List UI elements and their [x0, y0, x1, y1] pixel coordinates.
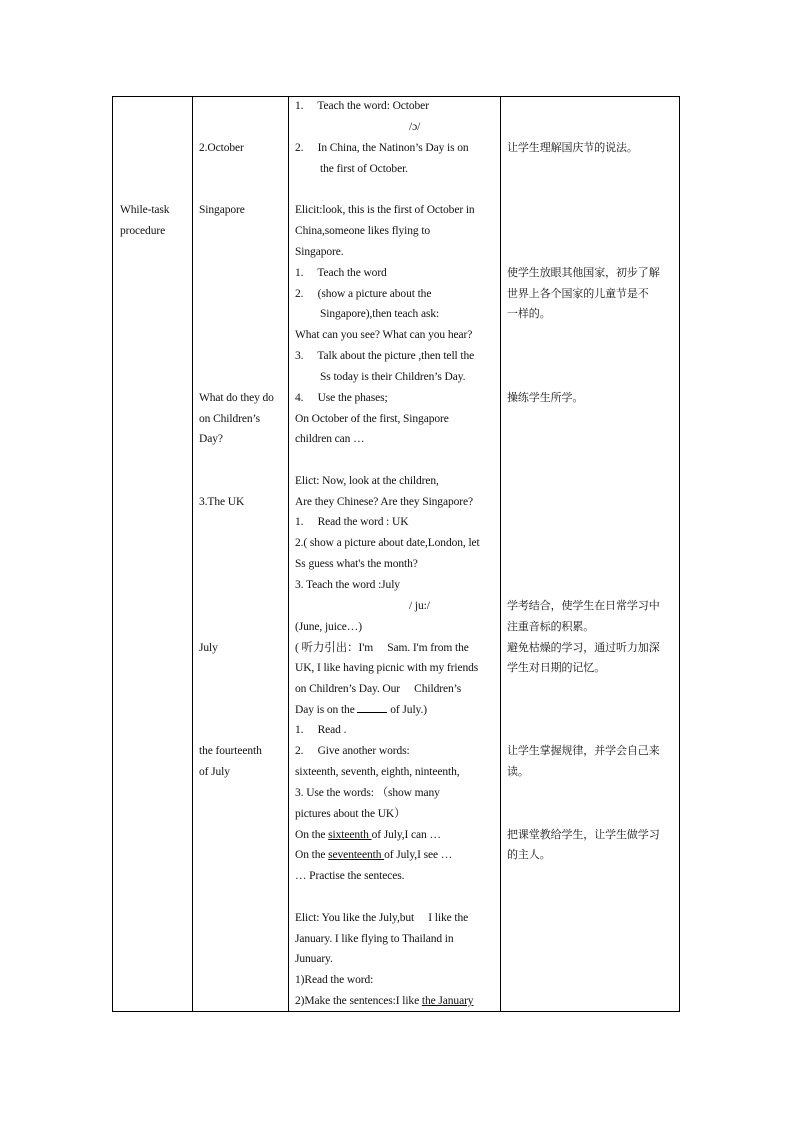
procedure-line: Are they Chinese? Are they Singapore? — [295, 496, 474, 508]
procedure-line: UK, I like having picnic with my friends — [295, 662, 479, 674]
underlined-word: sixteenth — [328, 829, 372, 841]
stage-label: While-task — [120, 204, 170, 216]
note: 使学生放眼其他国家，初步了解 — [507, 266, 660, 279]
note: 的主人。 — [507, 848, 551, 861]
column-divider — [192, 97, 193, 1011]
note: 避免枯燥的学习，通过听力加深 — [507, 641, 660, 654]
procedure-line: On October of the first, Singapore — [295, 413, 449, 425]
procedure-line: Elict: Now, look at the children, — [295, 475, 439, 487]
note: 让学生掌握规律，并学会自己来 — [507, 744, 660, 757]
procedure-line: 1. Teach the word — [295, 267, 387, 279]
procedure-line: pictures about the UK） — [295, 808, 406, 820]
procedure-line: What can you see? What can you hear? — [295, 329, 473, 341]
procedure-line — [295, 825, 441, 846]
note: 读。 — [507, 765, 529, 778]
topic-what-do: What do they do — [199, 392, 274, 404]
underlined-word: seventeenth — [328, 849, 385, 861]
procedure-line: /ɔ/ — [409, 121, 421, 133]
procedure-text: Day is on the — [295, 704, 358, 716]
topic-fourteenth: the fourteenth — [199, 745, 262, 757]
procedure-line: ( 听力引出：I'm Sam. I'm from the — [295, 642, 469, 654]
procedure-line: 3. Teach the word :July — [295, 579, 400, 591]
procedure-text: 2)Make the sentences:I like — [295, 995, 422, 1007]
note: 操练学生所学。 — [507, 391, 584, 404]
note: 一样的。 — [507, 307, 551, 320]
topic-uk: 3.The UK — [199, 496, 245, 508]
note: 学生对日期的记忆。 — [507, 661, 606, 674]
procedure-line: 1. Teach the word: October — [295, 100, 429, 112]
procedure-line: … Practise the senteces. — [295, 870, 405, 882]
note: 把课堂教给学生，让学生做学习 — [507, 828, 660, 841]
procedure-text: On the — [295, 849, 329, 861]
note: 世界上各个国家的儿童节是不 — [507, 287, 649, 300]
procedure-line: 1)Read the word: — [295, 974, 374, 986]
procedure-line: 2.( show a picture about date,London, let — [295, 537, 480, 549]
topic-what-do: Day? — [199, 433, 223, 445]
column-divider — [288, 97, 289, 1011]
procedure-line: children can … — [295, 433, 365, 445]
procedure-line — [295, 700, 427, 721]
topic-july: July — [199, 642, 218, 654]
stage-label: procedure — [120, 225, 166, 237]
topic-october: 2.October — [199, 142, 244, 154]
procedure-line: Elict: You like the July,but I like the — [295, 912, 469, 924]
procedure-line: Singapore. — [295, 246, 344, 258]
topic-singapore: Singapore — [199, 204, 245, 216]
procedure-line — [295, 991, 473, 1012]
procedure-line: Elicit:look, this is the first of October in — [295, 204, 475, 216]
note: 学考结合，使学生在日常学习中 — [507, 599, 660, 612]
procedure-line: Singapore),then teach ask: — [320, 308, 440, 320]
note: 让学生理解国庆节的说法。 — [507, 141, 638, 154]
procedure-text: of July,I can … — [371, 829, 441, 841]
note: 注重音标的积累。 — [507, 620, 595, 633]
procedure-line: 2. In China, the Natinon’s Day is on — [295, 142, 469, 154]
procedure-line: 1. Read the word : UK — [295, 516, 409, 528]
procedure-line: on Children’s Day. Our Children’s — [295, 683, 462, 695]
underlined-word: the January — [421, 995, 474, 1007]
procedure-line: the first of October. — [320, 163, 408, 175]
procedure-line: 4. Use the phases; — [295, 392, 388, 404]
procedure-line: sixteenth, seventh, eighth, ninteenth, — [295, 766, 460, 778]
procedure-line: Junuary. — [295, 953, 333, 965]
procedure-line: 1. Read . — [295, 724, 347, 736]
fill-blank — [357, 700, 387, 713]
procedure-line: 2. Give another words: — [295, 745, 410, 757]
procedure-text: On the — [295, 829, 329, 841]
topic-fourteenth: of July — [199, 766, 230, 778]
procedure-line: Ss guess what's the month? — [295, 558, 418, 570]
procedure-line: 3. Talk about the picture ,then tell the — [295, 350, 475, 362]
procedure-line: January. I like flying to Thailand in — [295, 933, 454, 945]
procedure-text: of July,I see … — [384, 849, 453, 861]
procedure-line: Ss today is their Children’s Day. — [320, 371, 466, 383]
column-divider — [500, 97, 501, 1011]
procedure-line: / ju:/ — [409, 600, 430, 612]
procedure-line: (June, juice…) — [295, 621, 362, 633]
procedure-line — [295, 845, 452, 866]
topic-what-do: on Children’s — [199, 413, 260, 425]
procedure-line: 3. Use the words: （show many — [295, 787, 440, 799]
procedure-line: China,someone likes flying to — [295, 225, 431, 237]
procedure-line: 2. (show a picture about the — [295, 288, 432, 300]
procedure-text: of July.) — [387, 704, 427, 716]
